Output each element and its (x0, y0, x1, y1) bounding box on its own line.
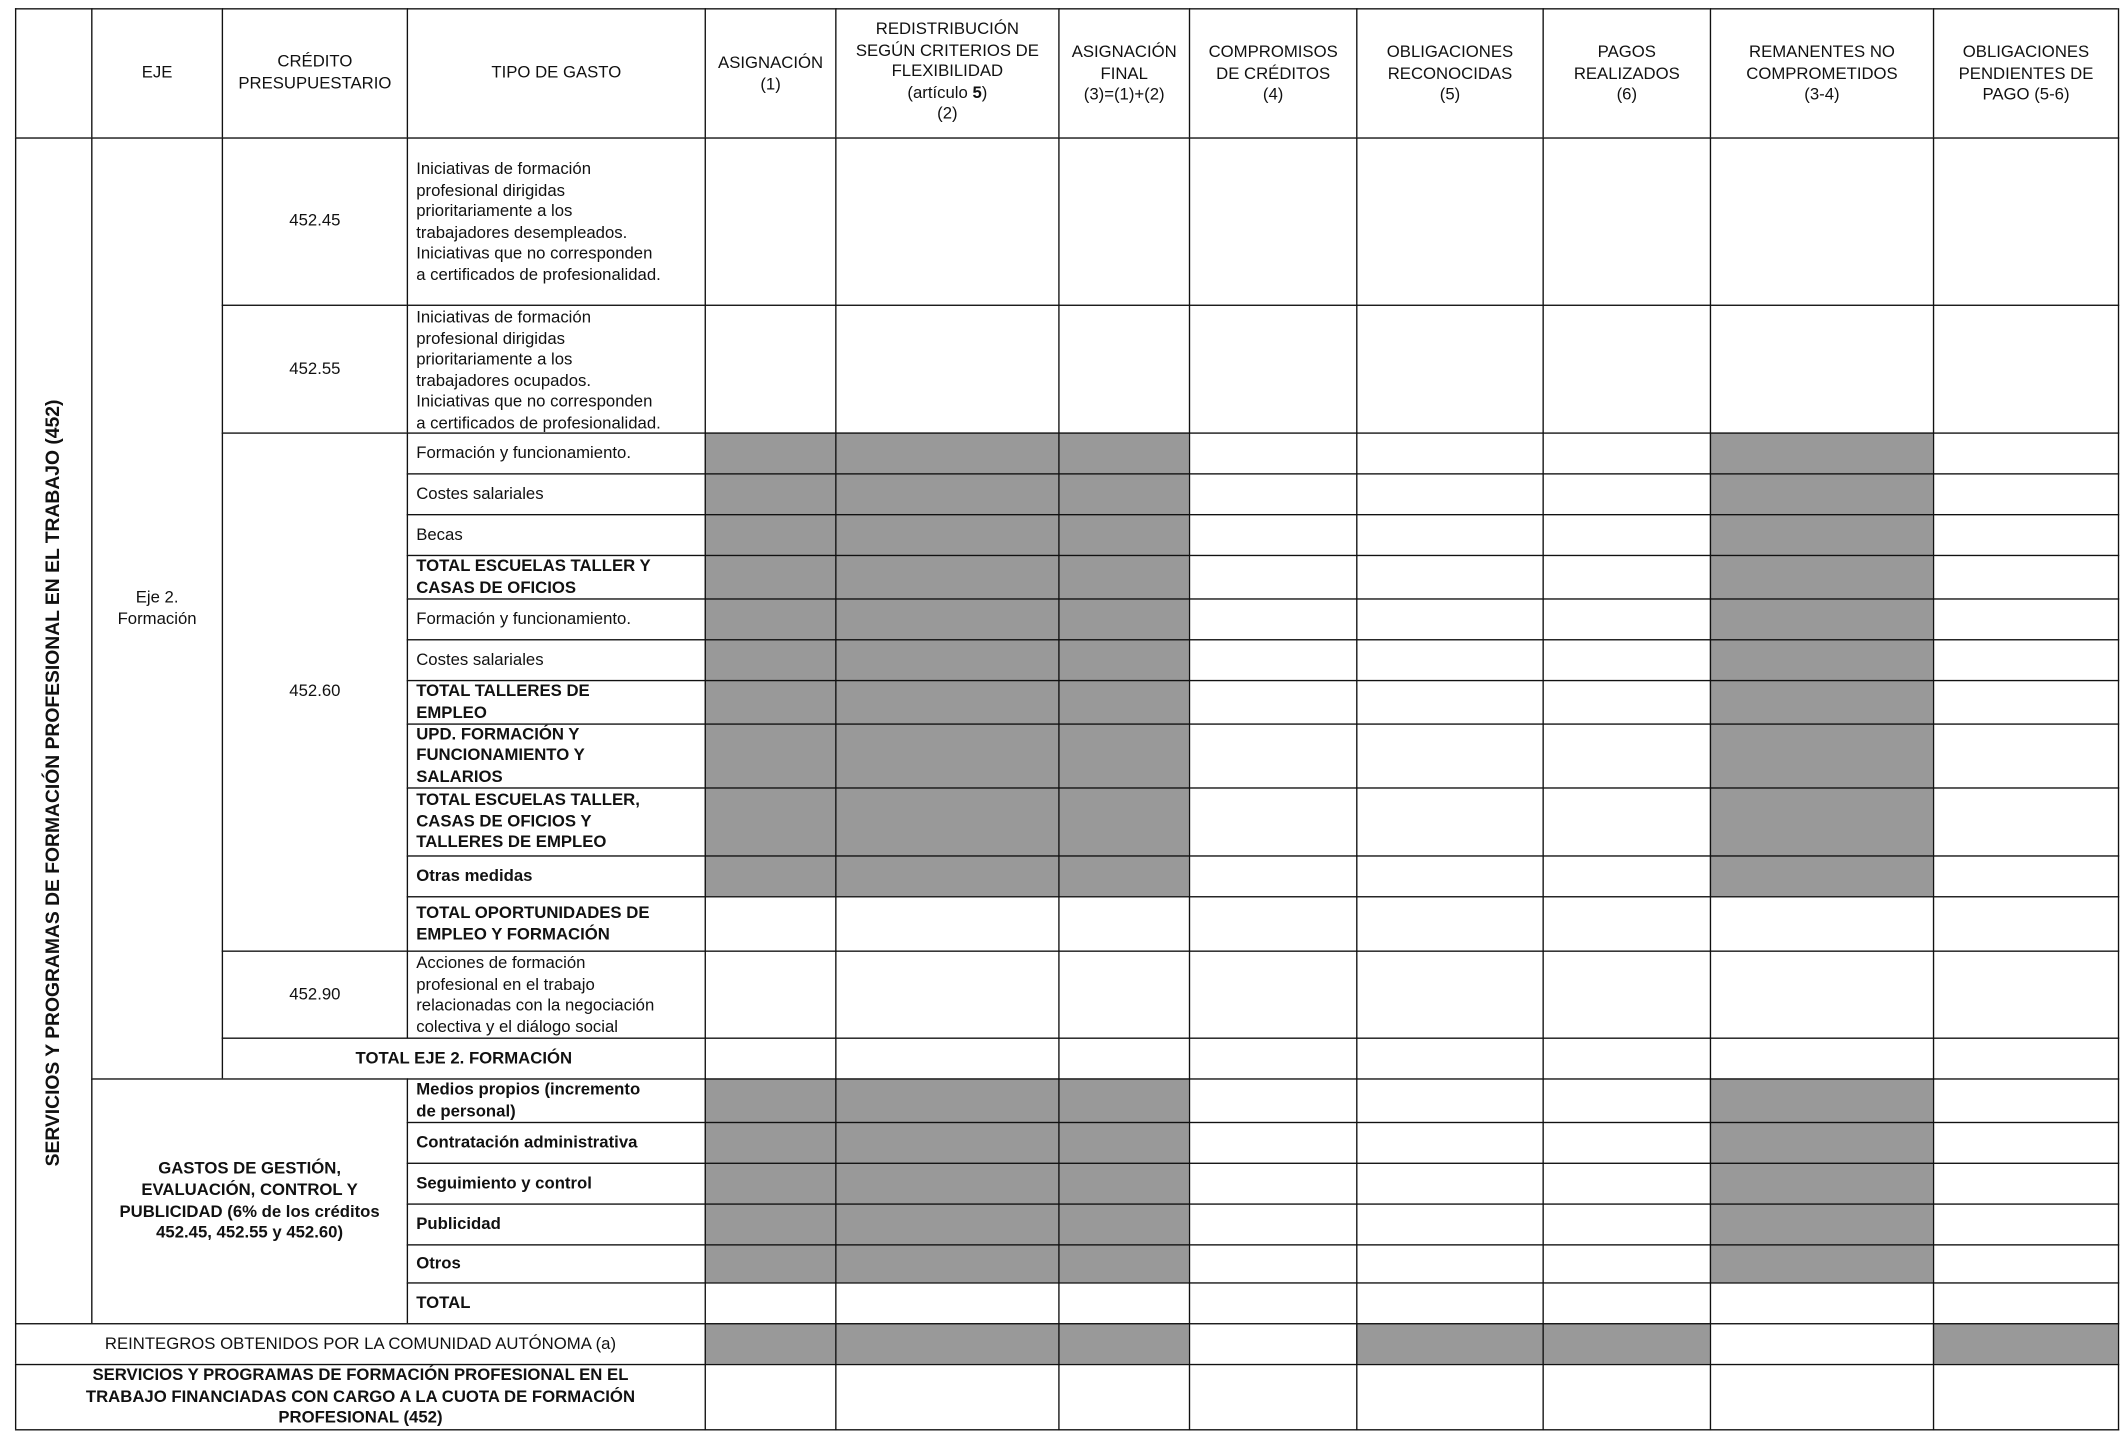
header-pendientes: OBLIGACIONES PENDIENTES DE PAGO (5-6) (1933, 8, 2118, 137)
row-total-oportunidades: TOTAL OPORTUNIDADES DE EMPLEO Y FORMACIÓN (407, 896, 705, 950)
grid-vline (705, 137, 706, 1430)
row-contratacion-administrativa: Contratación administrativa (407, 1122, 705, 1163)
header-remanentes: REMANENTES NO COMPROMETIDOS (3-4) (1710, 8, 1933, 137)
header-asignacion: ASIGNACIÓN (1) (705, 8, 836, 137)
header-redistribucion: REDISTRIBUCIÓN SEGÚN CRITERIOS DE FLEXIBILIDAD (artículo 5) (2) (835, 8, 1058, 137)
grid-vline (1058, 137, 1059, 1430)
shaded-block-remanentes (1710, 432, 1933, 896)
grid-hline (705, 855, 2120, 856)
row-upd-formacion: UPD. FORMACIÓN Y FUNCIONAMIENTO Y SALARIOS (407, 723, 705, 787)
grid-hline (705, 555, 2120, 556)
row-acciones-negociacion: Acciones de formación profesional en el trabajo relacionadas con la negociación colectiva y el diálogo social (407, 950, 705, 1037)
credit-452-55: 452.55 (222, 305, 407, 433)
grid-hline (705, 305, 2120, 306)
row-medios-propios: Medios propios (incremento de personal) (407, 1078, 705, 1122)
row-total-escuelas-casas-talleres: TOTAL ESCUELAS TALLER, CASAS DE OFICIOS Y TALLERES DE EMPLEO (407, 787, 705, 855)
shaded-reintegros-asignacion (705, 1323, 1189, 1364)
grid-hline (705, 1203, 2120, 1204)
row-seguimiento-control: Seguimiento y control (407, 1163, 705, 1204)
grid-hline (705, 1323, 2120, 1324)
grid-hline (705, 514, 2120, 515)
row-publicidad: Publicidad (407, 1203, 705, 1244)
row-formacion-funcionamiento-2: Formación y funcionamiento. (407, 598, 705, 639)
row-total-talleres-empleo: TOTAL TALLERES DE EMPLEO (407, 680, 705, 724)
row-otros: Otros (407, 1244, 705, 1282)
grid-hline (705, 1163, 2120, 1164)
grid-hline (705, 639, 2120, 640)
header-obligaciones: OBLIGACIONES RECONOCIDAS (5) (1356, 8, 1542, 137)
grid-hline (705, 137, 2120, 138)
grid-vline (1542, 137, 1543, 1430)
side-label: SERVICIOS Y PROGRAMAS DE FORMACIÓN PROFESIONAL EN EL TRABAJO (452) (42, 399, 65, 1167)
grid-hline (705, 1078, 2120, 1079)
credit-452-90: 452.90 (222, 950, 407, 1037)
eje-cell: Eje 2. Formación (91, 137, 222, 1078)
row-total-final: SERVICIOS Y PROGRAMAS DE FORMACIÓN PROFESIONAL EN EL TRABAJO FINANCIADAS CON CARGO A LA CUOTA DE FORMACIÓN PROFESIONAL (452) (15, 1364, 705, 1429)
grid-vline (1710, 137, 1711, 1430)
header-blank (15, 8, 91, 137)
grid-vline (1356, 137, 1357, 1430)
grid-vline (835, 137, 836, 1430)
header-compromisos: COMPROMISOS DE CRÉDITOS (4) (1189, 8, 1356, 137)
shaded-block-gastos (705, 1078, 1189, 1282)
row-formacion-funcionamiento: Formación y funcionamiento. (407, 432, 705, 473)
grid-hline (705, 1038, 2120, 1039)
grid-hline (705, 432, 2120, 433)
shaded-block-gastos-remanentes (1710, 1078, 1933, 1282)
row-total-escuelas-taller: TOTAL ESCUELAS TALLER Y CASAS DE OFICIOS (407, 555, 705, 599)
gastos-gestion-label: GASTOS DE GESTIÓN, EVALUACIÓN, CONTROL Y PUBLICIDAD (6% de los créditos 452.45, 452.55 y 452.60) (91, 1078, 407, 1323)
credit-452-60: 452.60 (222, 432, 407, 950)
grid-hline (705, 896, 2120, 897)
shaded-reintegros-pendientes (1933, 1323, 2118, 1364)
header-asignacion-final: ASIGNACIÓN FINAL (3)=(1)+(2) (1058, 8, 1189, 137)
credit-452-45: 452.45 (222, 137, 407, 304)
row-total-gastos: TOTAL (407, 1282, 705, 1323)
grid-hline (705, 598, 2120, 599)
shaded-reintegros-obligaciones (1356, 1323, 1710, 1364)
grid-hline (705, 473, 2120, 474)
grid-vline (1189, 137, 1190, 1430)
side-label-cell (15, 137, 91, 1323)
header-tipo-gasto: TIPO DE GASTO (407, 8, 705, 137)
row-ocupados: Iniciativas de formación profesional dirigidas prioritariamente a los trabajadores ocupados. Iniciativas que no corresponden a certificados de profesionalidad. (407, 305, 705, 433)
grid-hline (705, 1244, 2120, 1245)
row-becas: Becas (407, 514, 705, 555)
shaded-block-asignacion (705, 432, 1189, 896)
grid-hline (705, 1282, 2120, 1283)
row-reintegros: REINTEGROS OBTENIDOS POR LA COMUNIDAD AUTÓNOMA (a) (15, 1323, 705, 1364)
header-pagos: PAGOS REALIZADOS (6) (1542, 8, 1709, 137)
row-costes-salariales-2: Costes salariales (407, 639, 705, 680)
total-eje-label: TOTAL EJE 2. FORMACIÓN (222, 1038, 705, 1079)
grid-vline (1933, 137, 1934, 1430)
row-costes-salariales: Costes salariales (407, 473, 705, 514)
header-eje: EJE (91, 8, 222, 137)
header-credito: CRÉDITO PRESUPUESTARIO (222, 8, 407, 137)
grid-hline (705, 680, 2120, 681)
row-desempleados: Iniciativas de formación profesional dirigidas prioritariamente a los trabajadores desempleados. Iniciativas que no corresponden a certificados de profesionalidad. (407, 137, 705, 304)
grid-hline (705, 1364, 2120, 1365)
grid-hline (705, 950, 2120, 951)
row-otras-medidas: Otras medidas (407, 855, 705, 896)
grid-hline (705, 723, 2120, 724)
grid-hline (705, 787, 2120, 788)
grid-hline (705, 1122, 2120, 1123)
